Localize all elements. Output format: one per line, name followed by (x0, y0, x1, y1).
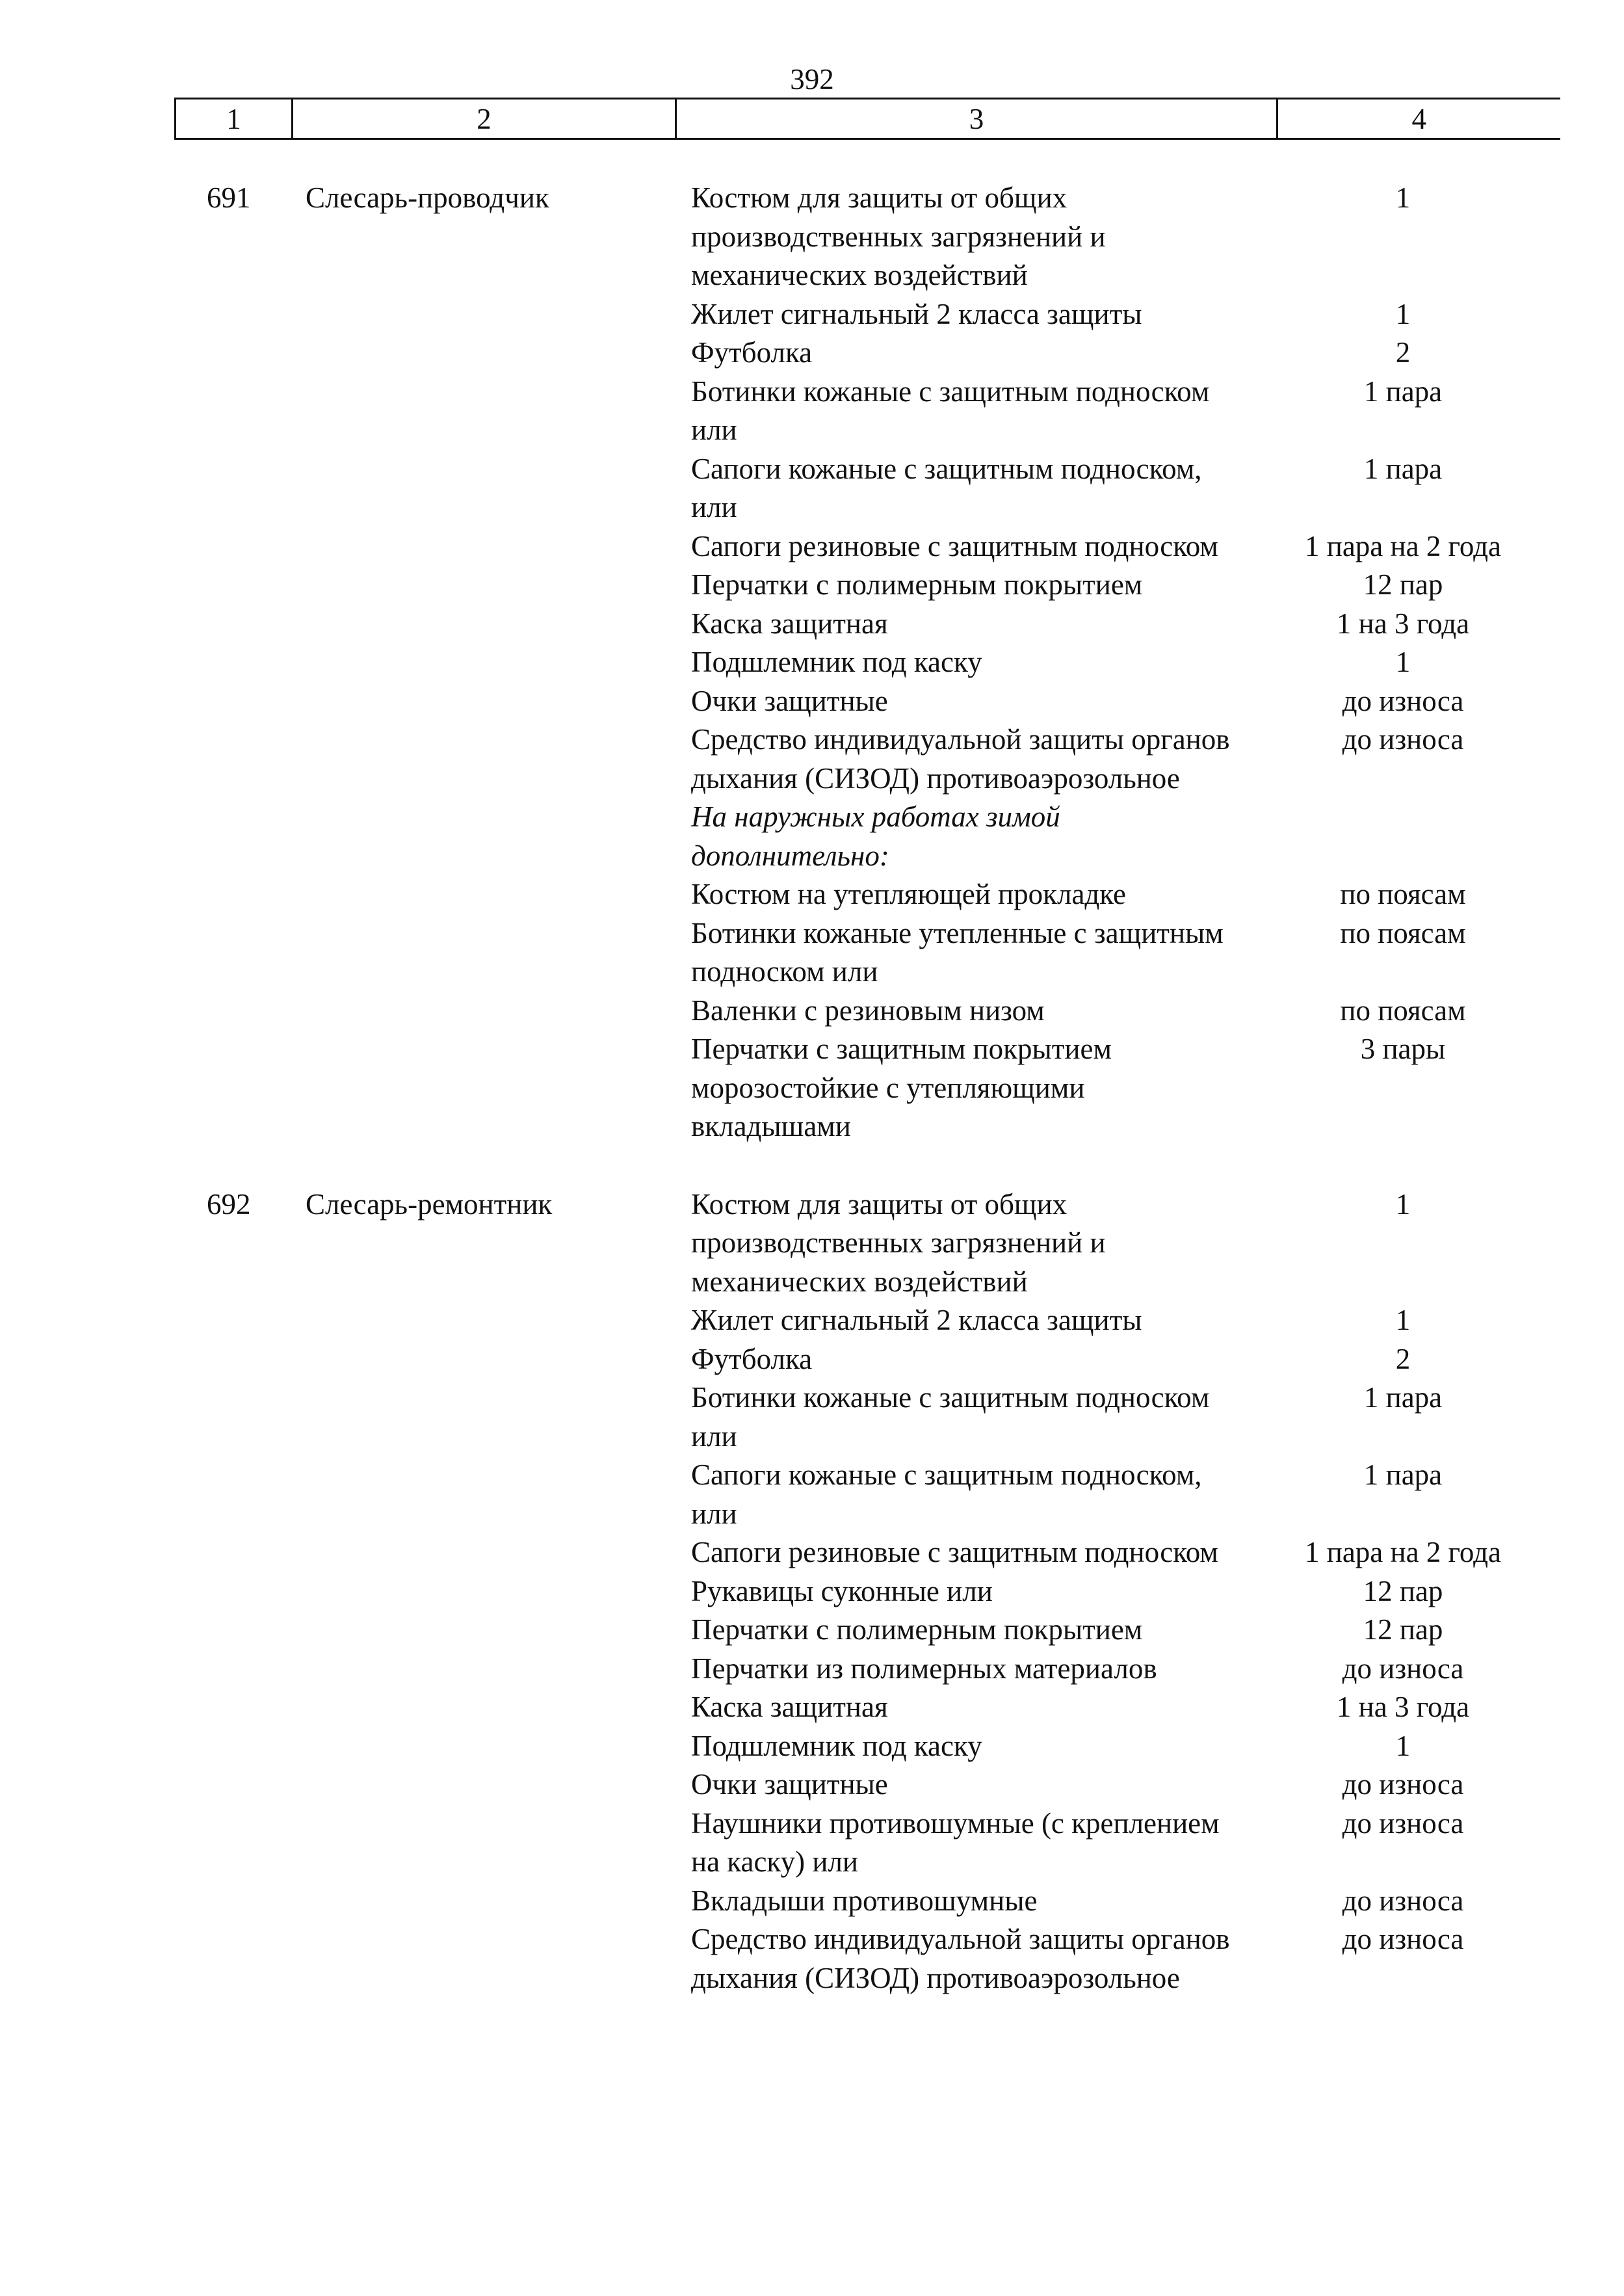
ppe-item-name: Футболка (691, 1342, 813, 1375)
ppe-item (691, 295, 1562, 334)
ppe-item (691, 450, 1562, 527)
ppe-item-quantity: 12 пар (1363, 1613, 1443, 1646)
ppe-item (691, 992, 1562, 1031)
ppe-item-quantity: по поясам (1340, 916, 1466, 949)
ppe-item-quantity: 1 (1395, 181, 1411, 214)
ppe-item (691, 1572, 1562, 1611)
ppe-item-quantity: 1 (1395, 1729, 1411, 1762)
ppe-item-quantity: по поясам (1340, 994, 1466, 1027)
ppe-item (691, 1533, 1562, 1572)
ppe-item-name: Подшлемник под каску (691, 646, 982, 678)
ppe-item-name: Сапоги резиновые с защитным подноском (691, 529, 1218, 562)
ppe-item-quantity: 1 (1395, 646, 1411, 678)
ppe-item (691, 1185, 1562, 1302)
page-number: 392 (790, 63, 834, 96)
entry-job-title: Слесарь-ремонтник (306, 1187, 553, 1221)
ppe-item-quantity: 12 пар (1363, 1574, 1443, 1607)
ppe-item (691, 875, 1562, 914)
ppe-item-name: Вкладыши противошумные (691, 1884, 1038, 1917)
ppe-item (691, 914, 1562, 992)
ppe-item-name: На наружных работах зимой дополнительно: (691, 800, 1060, 872)
ppe-item-quantity: до износа (1342, 1884, 1464, 1917)
entry-number: 692 (207, 1187, 251, 1221)
entry-job-title: Слесарь-проводчик (306, 181, 549, 214)
ppe-item-quantity: до износа (1342, 1768, 1464, 1801)
entry-number: 691 (207, 181, 251, 214)
ppe-item (691, 1456, 1562, 1533)
ppe-item-quantity: 1 (1395, 1304, 1411, 1336)
ppe-item-name: Перчатки из полимерных материалов (691, 1652, 1157, 1685)
ppe-item (691, 682, 1562, 721)
ppe-item-name: Очки защитные (691, 684, 888, 717)
ppe-item (691, 1611, 1562, 1650)
ppe-item (691, 1650, 1562, 1689)
entries-list (0, 179, 1624, 1998)
ppe-item-name: Перчатки с полимерным покрытием (691, 568, 1143, 601)
ppe-item (691, 605, 1562, 644)
ppe-item-name: Перчатки с полимерным покрытием (691, 1613, 1143, 1646)
ppe-item (691, 643, 1562, 682)
ppe-item-name: Ботинки кожаные с защитным подноском или (691, 375, 1210, 446)
ppe-item (691, 1301, 1562, 1340)
ppe-item-name: Костюм на утепляющей прокладке (691, 878, 1127, 910)
ppe-item-quantity: 1 пара на 2 года (1305, 529, 1501, 562)
ppe-item-name: Средство индивидуальной защиты органов дыхания (СИЗОД) противоаэрозольное (691, 723, 1230, 795)
ppe-item-quantity: 1 пара (1363, 1458, 1443, 1491)
ppe-item (691, 373, 1562, 450)
ppe-item (691, 1030, 1562, 1146)
ppe-item-name: Перчатки с защитным покрытием морозостойкие с утепляющими вкладышами (691, 1033, 1112, 1142)
ppe-item-name: Наушники противошумные (с креплением на каску) или (691, 1806, 1220, 1878)
column-header-4: 4 (1277, 99, 1560, 139)
ppe-item-name: Жилет сигнальный 2 класса защиты (691, 1304, 1142, 1336)
ppe-item-quantity (1250, 798, 1556, 875)
ppe-item-quantity: 1 пара на 2 года (1305, 1536, 1501, 1568)
entry-row (0, 1185, 1624, 1998)
ppe-item-quantity: 3 пары (1360, 1033, 1446, 1065)
ppe-item-quantity: по поясам (1340, 878, 1466, 910)
ppe-item-name: Костюм для защиты от общих производственных загрязнений и механических воздействий (691, 1187, 1106, 1298)
ppe-item (691, 566, 1562, 605)
ppe-item-quantity: 1 на 3 года (1336, 1691, 1470, 1723)
ppe-item-name: Подшлемник под каску (691, 1729, 982, 1762)
ppe-item-name: Валенки с резиновым низом (691, 994, 1045, 1027)
ppe-item-quantity: 1 (1395, 297, 1411, 330)
ppe-item-quantity: до износа (1342, 684, 1464, 717)
ppe-item (691, 527, 1562, 566)
ppe-item-quantity: до износа (1342, 1923, 1464, 1955)
ppe-item (691, 1920, 1562, 1998)
ppe-item (691, 1882, 1562, 1921)
ppe-item-quantity: 1 пара (1363, 375, 1443, 408)
ppe-item (691, 1727, 1562, 1766)
column-header-table (174, 98, 1560, 140)
ppe-item-name: Средство индивидуальной защиты органов дыхания (СИЗОД) противоаэрозольное (691, 1923, 1230, 1994)
entry-row (0, 179, 1624, 1146)
column-header-3: 3 (676, 99, 1277, 139)
ppe-item (691, 334, 1562, 373)
ppe-item-name: Рукавицы суконные или (691, 1574, 993, 1607)
ppe-item-name: Каска защитная (691, 1691, 888, 1723)
ppe-item-name: Очки защитные (691, 1768, 888, 1801)
ppe-item-quantity: до износа (1342, 723, 1464, 756)
ppe-item (691, 1765, 1562, 1804)
ppe-item (691, 720, 1562, 798)
ppe-item-quantity: 1 пара (1363, 1381, 1443, 1414)
ppe-item-name: Жилет сигнальный 2 класса защиты (691, 297, 1142, 330)
ppe-item-quantity: 12 пар (1363, 568, 1443, 601)
ppe-item-quantity: до износа (1342, 1806, 1464, 1840)
ppe-item-name: Футболка (691, 336, 813, 369)
ppe-item-name: Сапоги кожаные с защитным подноском, или (691, 452, 1202, 523)
ppe-item-quantity: 1 (1395, 1187, 1411, 1221)
ppe-item (691, 1804, 1562, 1882)
ppe-item-name: Ботинки кожаные утепленные с защитным подноском или (691, 916, 1224, 988)
ppe-item-quantity: 2 (1395, 336, 1411, 369)
ppe-item (691, 1688, 1562, 1727)
ppe-item-list (691, 1185, 1562, 1998)
ppe-item-name: Ботинки кожаные с защитным подноском или (691, 1381, 1210, 1453)
ppe-item-name: Сапоги резиновые с защитным подноском (691, 1536, 1218, 1568)
ppe-item (691, 179, 1562, 295)
ppe-item-name: Каска защитная (691, 607, 888, 640)
ppe-item (691, 1340, 1562, 1379)
ppe-item-quantity: до износа (1342, 1652, 1464, 1685)
column-header-2: 2 (293, 99, 676, 139)
ppe-item-list (691, 179, 1562, 1146)
ppe-item-quantity: 2 (1395, 1342, 1411, 1375)
ppe-item-name: Костюм для защиты от общих производственных загрязнений и механических воздействий (691, 181, 1106, 291)
column-header-row (176, 99, 1560, 139)
column-header-1: 1 (176, 99, 293, 139)
ppe-subheading (691, 798, 1562, 875)
ppe-item (691, 1379, 1562, 1456)
ppe-item-name: Сапоги кожаные с защитным подноском, или (691, 1458, 1202, 1530)
ppe-item-quantity: 1 на 3 года (1336, 607, 1470, 640)
ppe-item-quantity: 1 пара (1363, 452, 1443, 485)
